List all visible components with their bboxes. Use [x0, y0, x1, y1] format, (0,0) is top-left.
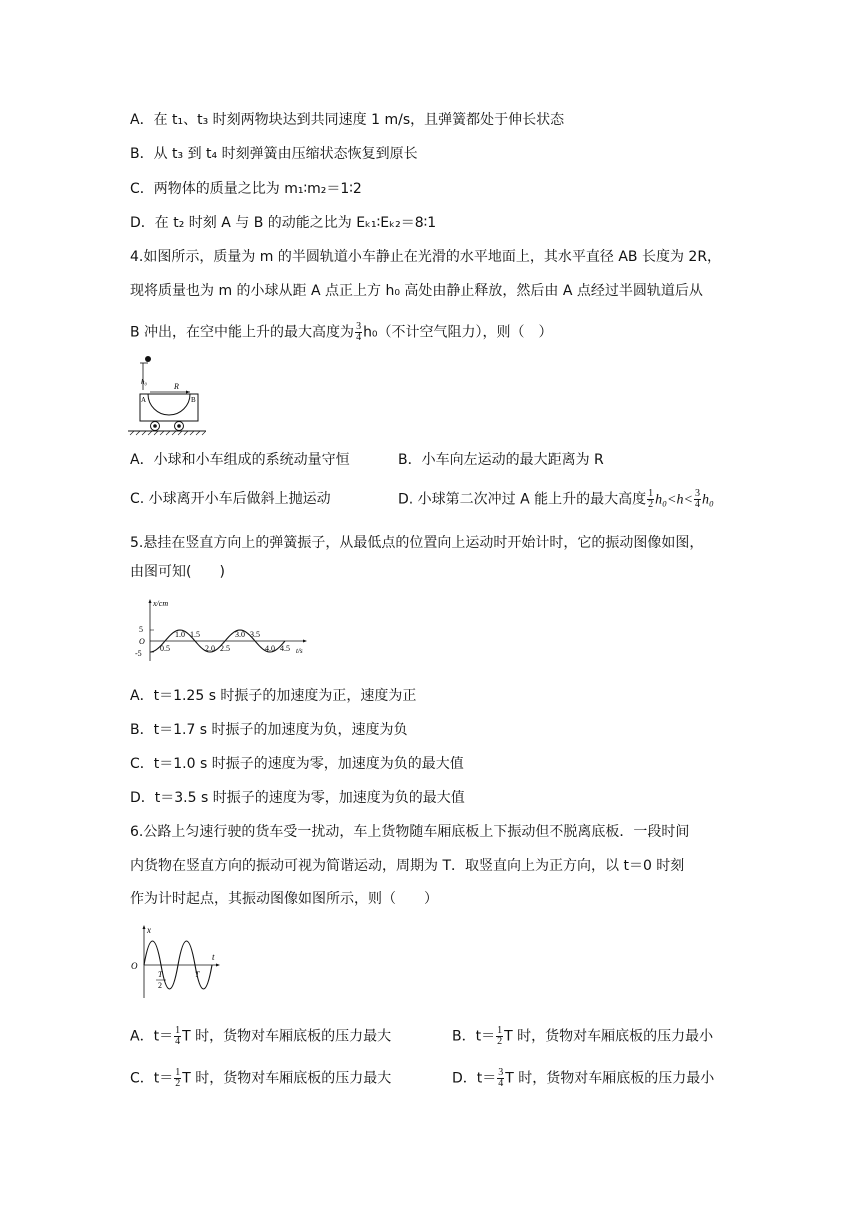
q6-option-b-post: T 时，货物对车厢底板的压力最小 — [504, 1028, 714, 1045]
b-label: B — [191, 396, 196, 404]
fraction-numerator: 1 — [497, 1025, 503, 1036]
tick-label-top: 3.0 — [235, 630, 245, 639]
q3-option-c: C．两物体的质量之比为 m₁∶m₂＝1∶2 — [130, 181, 362, 197]
fraction — [496, 1026, 503, 1047]
q3-option-b: B．从 t₃ 到 t₄ 时刻弹簧由压缩状态恢复到原长 — [130, 146, 418, 162]
fraction-denominator: 4 — [694, 499, 700, 510]
q3-option-d: D．在 t₂ 时刻 A 与 B 的动能之比为 Eₖ₁∶Eₖ₂＝8∶1 — [130, 215, 437, 231]
t-half-denominator: 2 — [158, 981, 162, 990]
q6-option-c-post: T 时，货物对车厢底板的压力最大 — [182, 1070, 392, 1087]
fraction-denominator: 2 — [175, 1078, 181, 1089]
q6-option-d-pre: D．t＝ — [452, 1070, 497, 1087]
tick-label-top: 3.5 — [250, 630, 260, 639]
q4-stem-line3-post: h₀（不计空气阻力），则（ ） — [363, 324, 553, 341]
q6-option-c — [130, 1068, 391, 1089]
fraction-denominator: 4 — [356, 332, 362, 343]
q6-option-d-post: T 时，货物对车厢底板的压力最小 — [505, 1070, 715, 1087]
tick-label-bottom: 2.0 — [205, 644, 215, 653]
q6-option-a-post: T 时，货物对车厢底板的压力最大 — [182, 1028, 392, 1045]
h0-label: h₀ — [141, 378, 147, 386]
t-label: t — [212, 952, 215, 962]
q6-stem-line2: 内货物在竖直方向的振动可视为简谐运动，周期为 T．取竖直向上为正方向，以 t＝0 时刻 — [130, 858, 685, 874]
q4-option-c: C. 小球离开小车后做斜上抛运动 — [130, 491, 331, 507]
q6-option-b — [452, 1026, 713, 1047]
tick-label-top: 1.0 — [175, 630, 185, 639]
y-axis-label: x/cm — [153, 599, 169, 608]
semicircle-track — [148, 394, 190, 415]
t-period-label: T — [195, 970, 200, 979]
a-label: A — [141, 396, 147, 404]
q4-stem-line1: 4.如图所示，质量为 m 的半圆轨道小车静止在光滑的水平地面上，其水平直径 AB 长度为 2R， — [130, 249, 722, 265]
origin-label: O — [139, 637, 145, 646]
q5-option-b: B．t＝1.7 s 时振子的加速度为负，速度为负 — [130, 722, 408, 738]
q4-option-d — [398, 489, 714, 511]
q5-option-a: A．t＝1.25 s 时振子的加速度为正，速度为正 — [130, 688, 417, 704]
q3-option-a: A．在 t₁、t₃ 时刻两物块达到共同速度 1 m/s，且弹簧都处于伸长状态 — [130, 112, 565, 128]
q4-stem-line3 — [130, 322, 553, 343]
fraction-denominator: 4 — [175, 1036, 181, 1047]
q5-option-c: C．t＝1.0 s 时振子的速度为零，加速度为负的最大值 — [130, 756, 464, 772]
q4-stem-line3-pre: B 冲出，在空中能上升的最大高度为 — [130, 324, 355, 341]
fraction — [497, 1068, 504, 1089]
q4-option-d-mid: h₀<h< — [655, 492, 693, 508]
q6-stem-line1: 6.公路上匀速行驶的货车受一扰动，车上货物随车厢底板上下振动但不脱离底板．一段时间 — [130, 824, 690, 840]
q4-stem-line2: 现将质量也为 m 的小球从距 A 点正上方 h₀ 高处由静止释放，然后由 A 点经过半圆轨道后从 — [130, 283, 703, 299]
q5-stem-line2: 由图可知( ) — [130, 564, 225, 580]
origin-label: O — [131, 961, 138, 971]
fraction — [174, 1068, 181, 1089]
fraction-numerator: 1 — [175, 1067, 181, 1078]
x-axis-label: t/s — [296, 647, 303, 655]
fraction — [694, 489, 701, 510]
y-tick-5: 5 — [139, 625, 143, 634]
tick-label-bottom: 4.0 — [265, 644, 275, 653]
x-label: x — [147, 925, 151, 935]
y-tick-neg5: -5 — [135, 649, 142, 658]
fraction-numerator: 3 — [694, 488, 700, 499]
fraction — [174, 1026, 181, 1047]
fraction-numerator: 3 — [356, 321, 362, 332]
fraction-denominator: 4 — [498, 1078, 504, 1089]
tick-label-bottom: 0.5 — [160, 644, 170, 653]
q4-option-d-pre: D. 小球第二次冲过 A 能上升的最大高度 — [398, 491, 647, 508]
q5-option-d: D．t＝3.5 s 时振子的速度为零，加速度为负的最大值 — [130, 790, 465, 806]
tick-label-bottom: 2.5 — [220, 644, 230, 653]
fraction-numerator: 1 — [175, 1025, 181, 1036]
q4-option-d-end: h₀ — [701, 492, 714, 508]
fraction-numerator: 1 — [648, 488, 654, 499]
tick-label-top: 1.5 — [190, 630, 200, 639]
fraction — [647, 489, 654, 510]
q4-option-b: B．小车向左运动的最大距离为 R — [398, 452, 604, 468]
r-label: R — [174, 382, 179, 391]
q5-stem-line1: 5.悬挂在竖直方向上的弹簧振子，从最低点的位置向上运动时开始计时，它的振动图像如图， — [130, 535, 704, 551]
q6-vibration-graph — [128, 924, 223, 1000]
tick-label-bottom: 4.5 — [280, 644, 290, 653]
fraction — [355, 322, 362, 343]
ball — [145, 356, 151, 362]
fraction-denominator: 2 — [648, 499, 654, 510]
q6-option-b-pre: B．t＝ — [452, 1028, 496, 1045]
q6-stem-line3: 作为计时起点，其振动图像如图所示，则（ ） — [130, 891, 438, 907]
q6-option-d — [452, 1068, 714, 1089]
q5-vibration-graph — [130, 597, 310, 665]
q6-option-c-pre: C．t＝ — [130, 1070, 174, 1087]
q4-cart-figure — [128, 354, 206, 436]
fraction-numerator: 3 — [498, 1067, 504, 1078]
q6-option-a — [130, 1026, 391, 1047]
fraction-denominator: 2 — [497, 1036, 503, 1047]
q6-option-a-pre: A．t＝ — [130, 1028, 174, 1045]
q4-option-a: A．小球和小车组成的系统动量守恒 — [130, 452, 350, 468]
t-half-numerator: T — [158, 970, 163, 979]
